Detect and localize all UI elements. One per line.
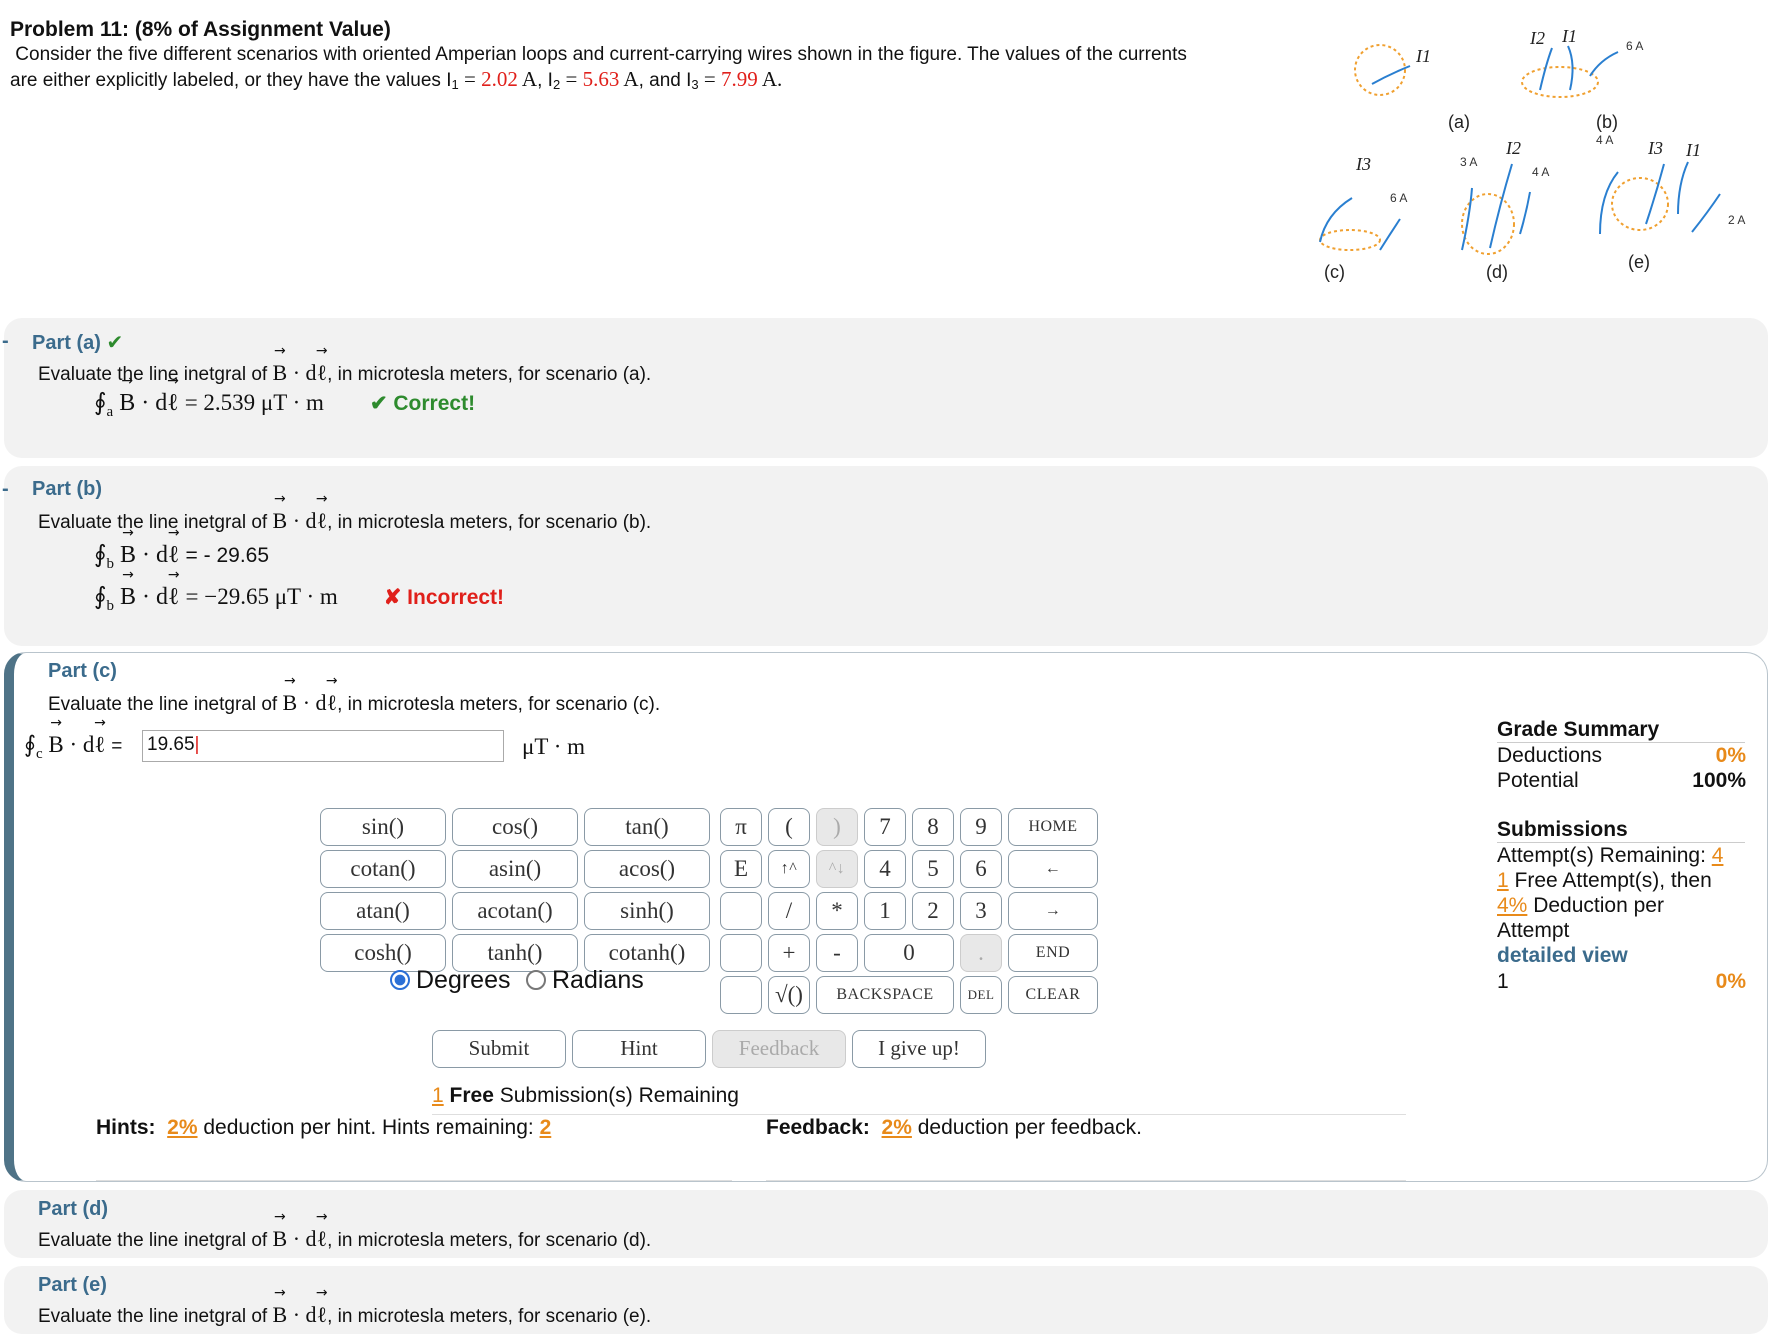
key-multiply[interactable]: * xyxy=(816,892,858,930)
wire-label-e1: I3 xyxy=(1648,138,1663,158)
part-a-description: Evaluate the line inetgral of → B · d→ ℓ, in microtesla meters, for scenario (a). xyxy=(38,360,651,386)
key-plus[interactable]: + xyxy=(768,934,810,972)
hints-info: Hints: 2% deduction per hint. Hints remaining: 2 xyxy=(96,1116,552,1139)
label-d: (d) xyxy=(1486,262,1508,282)
part-b-result: $∮_b \to B \cdot d\to$ ℓ = −29.65 μT · m ✘ Incorrect! xyxy=(94,582,504,615)
key-2[interactable]: 2 xyxy=(912,892,954,930)
grade-summary-title: Grade Summary xyxy=(1497,718,1660,741)
current-4a-e: 4 A xyxy=(1596,133,1614,147)
part-a-result: $∮_a \to B \cdot d\to$ ℓ = 2.539 μT · m ✔ Correct! xyxy=(94,388,475,421)
answer-input[interactable]: 19.65| xyxy=(142,730,504,762)
wire-label-d: I2 xyxy=(1506,138,1521,158)
submission-row-index: 1 xyxy=(1497,970,1509,993)
radians-radio[interactable] xyxy=(526,970,546,990)
part-a-title[interactable]: Part (a) ✔ xyxy=(32,332,124,354)
key-acos[interactable]: acos() xyxy=(584,850,710,888)
collapse-dash-b[interactable]: - xyxy=(2,478,9,500)
key-e[interactable]: E xyxy=(720,850,762,888)
wire-a xyxy=(1372,66,1410,84)
key-decimal[interactable]: . xyxy=(960,934,1002,972)
collapse-dash-a[interactable]: - xyxy=(2,330,9,352)
current-3a-d: 3 A xyxy=(1460,155,1478,169)
wire-e1 xyxy=(1600,172,1618,234)
problem-text-line1: Consider the five different scenarios with oriented Amperian loops and current-carrying wires shown in the figure. The values of the currents xyxy=(15,44,1187,65)
problem-statement: Consider the five different scenarios with oriented Amperian loops and current-carrying wires shown in the figure. The values of the currents are either explicitly labeled, or they have the values $I_1 = 2.02$ A, $I_2 = 5.63$ A, and $I_3 = 7.99$ A. xyxy=(10,44,1187,92)
answer-unit: μT · m xyxy=(522,734,586,759)
key-cos[interactable]: cos() xyxy=(452,808,578,846)
key-backspace[interactable]: BACKSPACE xyxy=(816,976,954,1014)
key-end[interactable]: END xyxy=(1008,934,1098,972)
key-divide[interactable]: / xyxy=(768,892,810,930)
key-right-arrow[interactable]: → xyxy=(1008,892,1098,930)
part-e-panel xyxy=(4,1266,1768,1334)
key-minus[interactable]: - xyxy=(816,934,858,972)
attempts-remaining: Attempt(s) Remaining: 4 xyxy=(1497,844,1724,867)
key-sin[interactable]: sin() xyxy=(320,808,446,846)
key-5[interactable]: 5 xyxy=(912,850,954,888)
loop-a xyxy=(1355,45,1405,95)
key-superscript-up[interactable]: ↑^ xyxy=(768,850,810,888)
part-b-panel xyxy=(4,466,1768,646)
attempt-word: Attempt xyxy=(1497,919,1570,942)
i2-value: 5.63 xyxy=(582,67,620,91)
check-icon: ✔ xyxy=(106,332,124,354)
key-left-arrow[interactable]: ← xyxy=(1008,850,1098,888)
deduction-per-attempt: 4% Deduction per xyxy=(1497,894,1664,917)
part-d-description: Evaluate the line inetgral of → B · d→ ℓ, in microtesla meters, for scenario (d). xyxy=(38,1226,651,1252)
key-clear[interactable]: CLEAR xyxy=(1008,976,1098,1014)
wire-e4 xyxy=(1692,194,1720,232)
problem-text-line2: are either explicitly labeled, or they have the values I xyxy=(10,70,452,91)
loop-b xyxy=(1522,67,1598,97)
part-b-title[interactable]: Part (b) xyxy=(32,478,102,500)
wire-b3 xyxy=(1590,52,1618,76)
part-b-description: Evaluate the line inetgral of → B · d→ ℓ, in microtesla meters, for scenario (b). xyxy=(38,508,651,534)
part-e-title[interactable]: Part (e) xyxy=(38,1274,107,1296)
key-home[interactable]: HOME xyxy=(1008,808,1098,846)
key-del[interactable]: DEL xyxy=(960,976,1002,1014)
key-atan[interactable]: atan() xyxy=(320,892,446,930)
key-8[interactable]: 8 xyxy=(912,808,954,846)
key-sinh[interactable]: sinh() xyxy=(584,892,710,930)
submissions-title: Submissions xyxy=(1497,818,1628,841)
i1-value: 2.02 xyxy=(481,67,518,91)
key-blank-2[interactable] xyxy=(720,934,762,972)
key-tan[interactable]: tan() xyxy=(584,808,710,846)
wire-label-b1: I2 xyxy=(1530,28,1545,48)
label-e: (e) xyxy=(1628,252,1650,272)
detailed-view-link[interactable]: detailed view xyxy=(1497,944,1628,967)
label-b: (b) xyxy=(1596,112,1618,132)
problem-title: Problem 11: (8% of Assignment Value) xyxy=(10,18,391,41)
key-open-paren[interactable]: ( xyxy=(768,808,810,846)
key-3[interactable]: 3 xyxy=(960,892,1002,930)
key-blank-3[interactable] xyxy=(720,976,762,1014)
part-c-integral-label: $∮_c \to B \cdot d\to$ ℓ = xyxy=(24,732,122,763)
key-4[interactable]: 4 xyxy=(864,850,906,888)
part-d-title[interactable]: Part (d) xyxy=(38,1198,108,1220)
feedback-info: Feedback: 2% deduction per feedback. xyxy=(766,1116,1142,1139)
key-0[interactable]: 0 xyxy=(864,934,954,972)
key-tanh[interactable]: tanh() xyxy=(452,934,578,972)
key-cotanh[interactable]: cotanh() xyxy=(584,934,710,972)
part-e-description: Evaluate the line inetgral of → B · d→ ℓ, in microtesla meters, for scenario (e). xyxy=(38,1302,651,1328)
scenarios-figure xyxy=(1300,14,1760,294)
potential-label: Potential xyxy=(1497,769,1579,792)
label-c: (c) xyxy=(1324,262,1345,282)
key-cosh[interactable]: cosh() xyxy=(320,934,446,972)
wire-label-b2: I1 xyxy=(1562,26,1577,46)
key-7[interactable]: 7 xyxy=(864,808,906,846)
part-d-panel xyxy=(4,1190,1768,1258)
current-6a-b: 6 A xyxy=(1626,39,1644,53)
key-9[interactable]: 9 xyxy=(960,808,1002,846)
wire-c2 xyxy=(1380,219,1400,250)
wire-label-e2: I1 xyxy=(1686,140,1701,160)
degrees-radio[interactable] xyxy=(390,970,410,990)
free-attempts: 1 Free Attempt(s), then xyxy=(1497,869,1712,892)
correct-status: ✔ Correct! xyxy=(369,392,476,415)
key-6[interactable]: 6 xyxy=(960,850,1002,888)
key-acotan[interactable]: acotan() xyxy=(452,892,578,930)
current-4a-d: 4 A xyxy=(1532,165,1550,179)
free-submissions-remaining: 1 Free Submission(s) Remaining xyxy=(432,1084,739,1107)
key-pi[interactable]: π xyxy=(720,808,762,846)
key-cotan[interactable]: cotan() xyxy=(320,850,446,888)
key-1[interactable]: 1 xyxy=(864,892,906,930)
wire-e2 xyxy=(1646,164,1664,224)
loop-e xyxy=(1612,178,1668,230)
give-up-button[interactable]: I give up! xyxy=(852,1030,986,1068)
wire-b1 xyxy=(1540,48,1552,90)
current-6a-c: 6 A xyxy=(1390,191,1408,205)
key-superscript-down[interactable]: ^↓ xyxy=(816,850,858,888)
wire-d1 xyxy=(1462,188,1472,250)
submit-button[interactable]: Submit xyxy=(432,1030,566,1068)
incorrect-status: ✘ Incorrect! xyxy=(383,586,505,609)
potential-value: 100% xyxy=(1692,769,1746,792)
i3-value: 7.99 xyxy=(721,67,758,91)
feedback-button[interactable]: Feedback xyxy=(712,1030,846,1068)
key-asin[interactable]: asin() xyxy=(452,850,578,888)
wire-label-a: I1 xyxy=(1416,46,1431,66)
hint-button[interactable]: Hint xyxy=(572,1030,706,1068)
deductions-value: 0% xyxy=(1715,744,1746,767)
part-c-title[interactable]: Part (c) xyxy=(48,660,117,682)
current-2a-e: 2 A xyxy=(1728,213,1746,227)
part-b-entered: $∮_b \to B \cdot d\to$ ℓ = - 29.65 xyxy=(94,540,269,573)
wire-e3 xyxy=(1678,162,1688,214)
key-close-paren[interactable]: ) xyxy=(816,808,858,846)
submission-row-value: 0% xyxy=(1715,970,1746,993)
key-blank-1[interactable] xyxy=(720,892,762,930)
deductions-label: Deductions xyxy=(1497,744,1603,767)
part-c-description: Evaluate the line inetgral of → B · d→ ℓ, in microtesla meters, for scenario (c). xyxy=(48,690,660,716)
key-sqrt[interactable]: √() xyxy=(768,976,810,1014)
degrees-option[interactable]: Degrees xyxy=(390,966,511,995)
part-a-panel xyxy=(4,318,1768,458)
radians-option[interactable]: Radians xyxy=(526,966,644,995)
wire-d3 xyxy=(1520,192,1530,234)
label-a: (a) xyxy=(1448,112,1470,132)
wire-label-c: I3 xyxy=(1356,154,1371,174)
loop-c xyxy=(1320,230,1380,250)
